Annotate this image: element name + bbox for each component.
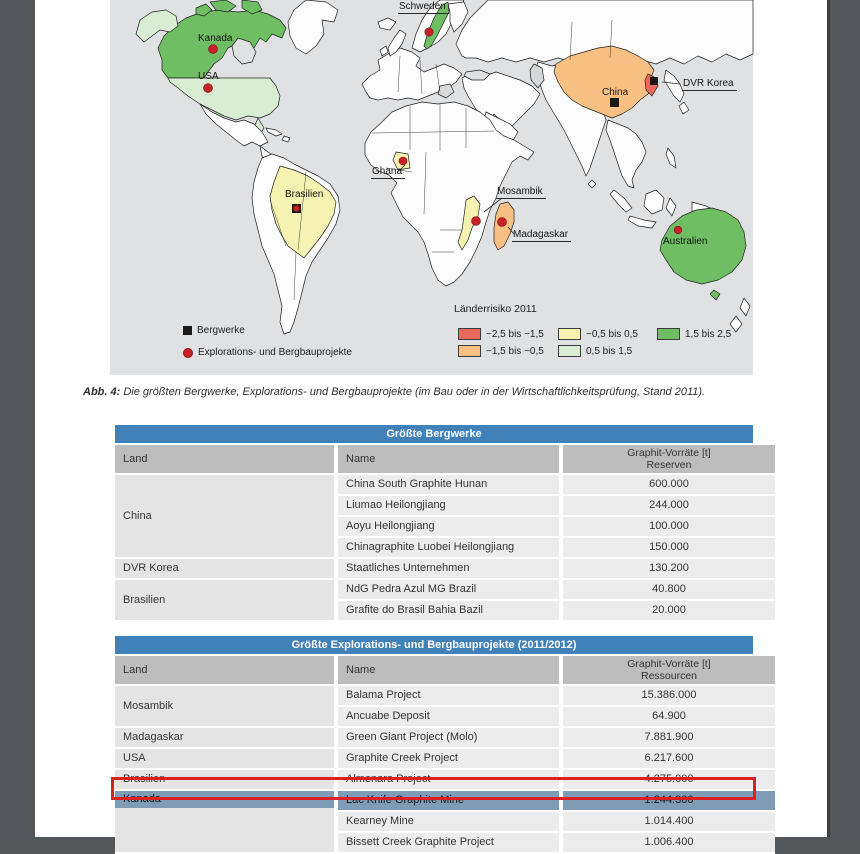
risk-label-0: −2,5 bis −1,5 [486, 328, 544, 340]
document-page [35, 0, 827, 848]
world-map-figure [110, 0, 753, 375]
table-row [115, 579, 775, 600]
value-cell: 40.800 [561, 579, 775, 600]
island-java [628, 216, 656, 228]
table-row [115, 474, 775, 495]
island-tasmania [710, 290, 720, 300]
land-cell: Brasilien [115, 769, 336, 790]
name-cell: Graphite Creek Project [336, 748, 561, 769]
map-label-dvr-korea: DVR Korea [682, 78, 737, 91]
region-se-asia [606, 120, 646, 188]
table-row [115, 558, 775, 579]
risk-label-1: −1,5 bis −0,5 [486, 345, 544, 357]
viewer-background-right [827, 0, 860, 837]
map-label-kanada: Kanada [198, 33, 233, 44]
col-header-value-line1: Graphit-Vorräte [t] [627, 447, 711, 459]
country-canada [158, 10, 286, 78]
name-cell: Liumao Heilongjiang [336, 495, 561, 516]
risk-class-1 [458, 345, 544, 357]
col-header-value [561, 656, 775, 685]
table-row [115, 727, 775, 748]
name-cell: Chinagraphite Luobei Heilongjiang [336, 537, 561, 558]
risk-class-0 [458, 328, 544, 340]
legend-projekte [183, 347, 352, 358]
country-iceland [378, 18, 396, 30]
col-header-name: Name [336, 445, 561, 474]
land-cell: Brasilien [115, 579, 336, 621]
name-cell: Aoyu Heilongjiang [336, 516, 561, 537]
project-marker-sweden [425, 28, 433, 36]
value-cell: 6.217.600 [561, 748, 775, 769]
name-cell: Kearney Mine [336, 811, 561, 832]
map-label-brasilien: Brasilien [285, 189, 324, 200]
col-header-value [561, 445, 775, 474]
name-cell: Staatliches Unternehmen [336, 558, 561, 579]
value-cell: 64.900 [561, 706, 775, 727]
project-marker-canada [209, 45, 218, 54]
country-japan-south [679, 102, 689, 114]
name-cell: Ancuabe Deposit [336, 706, 561, 727]
risk-swatch-3 [558, 345, 581, 357]
col-header-land: Land [115, 656, 336, 685]
value-cell: 150.000 [561, 537, 775, 558]
risk-swatch-1 [458, 345, 481, 357]
land-cell-selection: Kanada [115, 791, 334, 808]
land-cell: USA [115, 748, 336, 769]
world-map-svg [110, 0, 753, 375]
name-cell: Grafite do Brasil Bahia Bazil [336, 600, 561, 621]
risk-class-3 [558, 345, 632, 357]
name-cell: China South Graphite Hunan [336, 474, 561, 495]
map-label-madagaskar: Madagaskar [512, 229, 571, 242]
project-marker-usa [204, 84, 213, 93]
name-cell: Bissett Creek Graphite Project [336, 832, 561, 853]
risk-swatch-0 [458, 328, 481, 340]
legend-bergwerke [183, 325, 245, 336]
viewer-background-left [0, 0, 35, 837]
nz-north-island [740, 298, 750, 316]
projekt-dot-icon [183, 348, 193, 358]
land-cell-kanada[interactable] [115, 790, 336, 853]
project-marker-brazil [293, 205, 299, 211]
project-marker-mozambique [472, 217, 481, 226]
island-hispaniola [282, 136, 290, 142]
map-label-ghana: Ghana [371, 166, 405, 179]
risk-class-4 [657, 328, 731, 340]
name-cell: Balama Project [336, 685, 561, 706]
bergwerk-square-icon [183, 326, 192, 335]
table-row [115, 769, 775, 790]
value-cell: 20.000 [561, 600, 775, 621]
project-marker-madagascar [498, 218, 507, 227]
land-cell: DVR Korea [115, 558, 336, 579]
risk-swatch-4 [657, 328, 680, 340]
region-balkans-gray [438, 84, 454, 98]
project-marker-australia [674, 226, 682, 234]
land-cell: Madagaskar [115, 727, 336, 748]
land-cell: Mosambik [115, 685, 336, 727]
value-cell: 1.006.400 [561, 832, 775, 853]
value-cell: 1.014.400 [561, 811, 775, 832]
highlighted-table-row[interactable] [115, 790, 775, 811]
value-cell: 4.275.000 [561, 769, 775, 790]
bergwerke-table-title: Größte Bergwerke [115, 425, 753, 443]
projekte-table [115, 636, 753, 854]
col-header-value-line2: Ressourcen [640, 670, 698, 682]
col-header-name: Name [336, 656, 561, 685]
map-label-australien: Australien [663, 236, 708, 247]
island-borneo [644, 190, 664, 214]
canada-arctic-island-1 [210, 0, 236, 12]
bergwerke-header-row [115, 445, 775, 474]
caption-prefix: Abb. 4: [83, 386, 121, 398]
value-cell: 600.000 [561, 474, 775, 495]
risk-legend-title: Länderrisiko 2011 [454, 303, 537, 315]
country-cuba [266, 128, 282, 136]
risk-swatch-2 [558, 328, 581, 340]
value-cell: 130.200 [561, 558, 775, 579]
value-cell: 244.000 [561, 495, 775, 516]
risk-label-2: −0,5 bis 0,5 [586, 328, 638, 340]
country-greenland [288, 0, 338, 54]
risk-class-2 [558, 328, 638, 340]
name-cell: Green Giant Project (Molo) [336, 727, 561, 748]
col-header-land: Land [115, 445, 336, 474]
map-label-schweden: Schweden [398, 1, 449, 14]
table-row [115, 748, 775, 769]
col-header-value-line1: Graphit-Vorräte [t] [627, 658, 711, 670]
name-cell-selected[interactable]: Lac Knife Graphite Mine [336, 790, 561, 811]
table-row [115, 685, 775, 706]
country-philippines [666, 148, 676, 168]
map-label-mosambik: Mosambik [496, 186, 546, 199]
caption-text: Die größten Bergwerke, Explorations- und Bergbauprojekte (im Bau oder in der Wirtschaftlichkeitsprüfung, Stand 2011). [120, 386, 706, 398]
project-marker-ghana [399, 157, 407, 165]
legend-projekte-label: Explorations- und Bergbauprojekte [198, 347, 352, 358]
map-label-usa: USA [198, 71, 219, 82]
mine-marker-korea [650, 77, 658, 85]
name-cell: NdG Pedra Azul MG Brazil [336, 579, 561, 600]
risk-label-3: 0,5 bis 1,5 [586, 345, 633, 357]
island-sulawesi [666, 198, 676, 216]
value-cell: 7.881.900 [561, 727, 775, 748]
name-cell: Almenara Project [336, 769, 561, 790]
value-cell-selected[interactable]: 1.244.300 [561, 790, 775, 811]
value-cell: 100.000 [561, 516, 775, 537]
value-cell: 15.386.000 [561, 685, 775, 706]
island-sumatra [610, 190, 632, 212]
map-label-china: China [602, 87, 629, 98]
country-sri-lanka [588, 180, 596, 188]
country-japan [664, 70, 684, 102]
projekte-header-row [115, 656, 775, 685]
land-cell: China [115, 474, 336, 558]
projekte-table-title: Größte Explorations- und Bergbauprojekte (2011/2012) [115, 636, 753, 654]
risk-label-4: 1,5 bis 2,5 [685, 328, 732, 340]
figure-caption [83, 386, 803, 399]
country-usa [168, 78, 280, 120]
col-header-value-line2: Reserven [646, 459, 692, 471]
mine-marker-china [610, 98, 619, 107]
legend-bergwerke-label: Bergwerke [197, 325, 245, 336]
nz-south-island [730, 316, 742, 332]
bergwerke-table [115, 425, 753, 622]
